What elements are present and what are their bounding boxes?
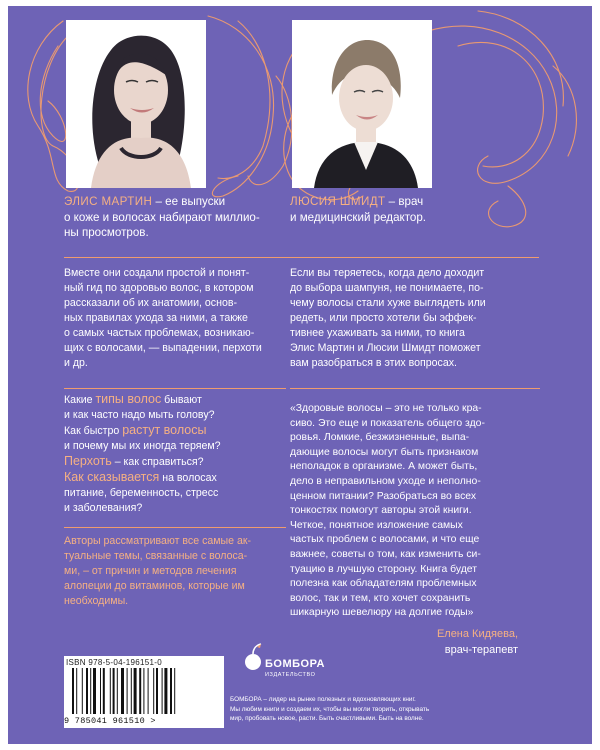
highlight-phrase: Перхоть (64, 454, 112, 468)
author-caption-lucia (290, 194, 530, 225)
quote-author-name: Елена Кидяева, (436, 628, 518, 640)
quote-author-role: врач-терапевт (444, 644, 518, 656)
author-caption-alice (64, 194, 284, 241)
author-portrait-alice-martin (66, 20, 206, 188)
isbn-text: ISBN 978-5-04-196151-0 (66, 658, 162, 667)
publisher-subtitle: ИЗДАТЕЛЬСТВО (265, 672, 316, 678)
highlight-phrase: типы волос (95, 392, 162, 406)
divider-line (64, 388, 286, 389)
publisher-name: БОМБОРА (265, 658, 325, 670)
topics-paragraph: Авторы рассматривают все самые ак- туальные темы, связанные с волоса- ми, – от причин и методов лечения алопеции до витаминов, которые им необходимы. (64, 535, 252, 607)
intro-paragraph-right: Если вы теряетесь, когда дело доходит до выбора шампуня, не понимаете, по- чему волосы стали хуже выглядеть или редеть, или просто хотели бы эффек- тивнее ухаживать за ними, то книга Элис Мартин и Люсии Шмидт поможет вам разобраться в этих вопросах. (290, 267, 486, 369)
publisher-description: БОМБОРА – лидер на рынке полезных и вдохновляющих книг. Мы любим книги и создаем их, чтобы вы могли творить, открывать мир, пробовать новое, расти. Быть счастливыми. Быть на волне. (230, 696, 430, 723)
author-name: ЛЮСИЯ ШМИДТ (290, 195, 386, 208)
divider-line (290, 388, 540, 389)
cover-panel (8, 6, 592, 744)
intro-paragraph-left: Вместе они создали простой и понят- ный гид по здоровью волос, в котором рассказали об их анатомии, основ- ных правилах ухода за ними, а также о самых частых проблемах, возникаю- щих с волосами, — выпадении, перхоти и др. (64, 267, 262, 369)
highlight-phrase: растут волосы (122, 423, 207, 437)
divider-line (64, 527, 286, 528)
author-portrait-lucia-schmidt (292, 20, 432, 188)
highlight-phrase: Как сказывается (64, 470, 160, 484)
author-desc-line: – врач (385, 195, 424, 208)
barcode-number: 9 785041 961510 > (64, 716, 156, 726)
barcode-bars (64, 668, 224, 718)
divider-line (64, 257, 539, 258)
bombora-logo-icon (243, 642, 263, 672)
question-list: Какие типы волос бывают и как часто надо мыть голову? Как быстро растут волосы и почему мы их иногда теряем? Перхоть – как справиться? Как сказывается на волосах питание, беременность, стресс и заболевания? (64, 392, 221, 514)
review-quote: «Здоровые волосы – это не только кра- сиво. Это еще и показатель общего здо- ровья. Ломкие, безжизненные, выпа- дающие волосы могут быть признаком неполадок в организме. А может быть, дело в неправильном уходе и неполно- ценном питании? Разобраться во всех тонкостях помогут авторы этой книги. Четкое, понятное изложение самых частых проблем с волосами, и что еще важнее, советы о том, как изменить си- туацию в лучшую сторону. Книга будет полезна как обладателям проблемных волос, так и тем, кто хочет сохранить шикарную шевелюру на долгие годы» (290, 403, 485, 619)
author-name: ЭЛИС МАРТИН (64, 195, 153, 208)
author-desc-line: и медицинский редактор. (290, 210, 427, 224)
author-desc-line: ны просмотров. (64, 226, 149, 239)
barcode (64, 656, 224, 728)
author-desc-line: о коже и волосах набирают миллио- (64, 210, 260, 224)
author-desc-line: – ее выпуски (152, 195, 226, 208)
